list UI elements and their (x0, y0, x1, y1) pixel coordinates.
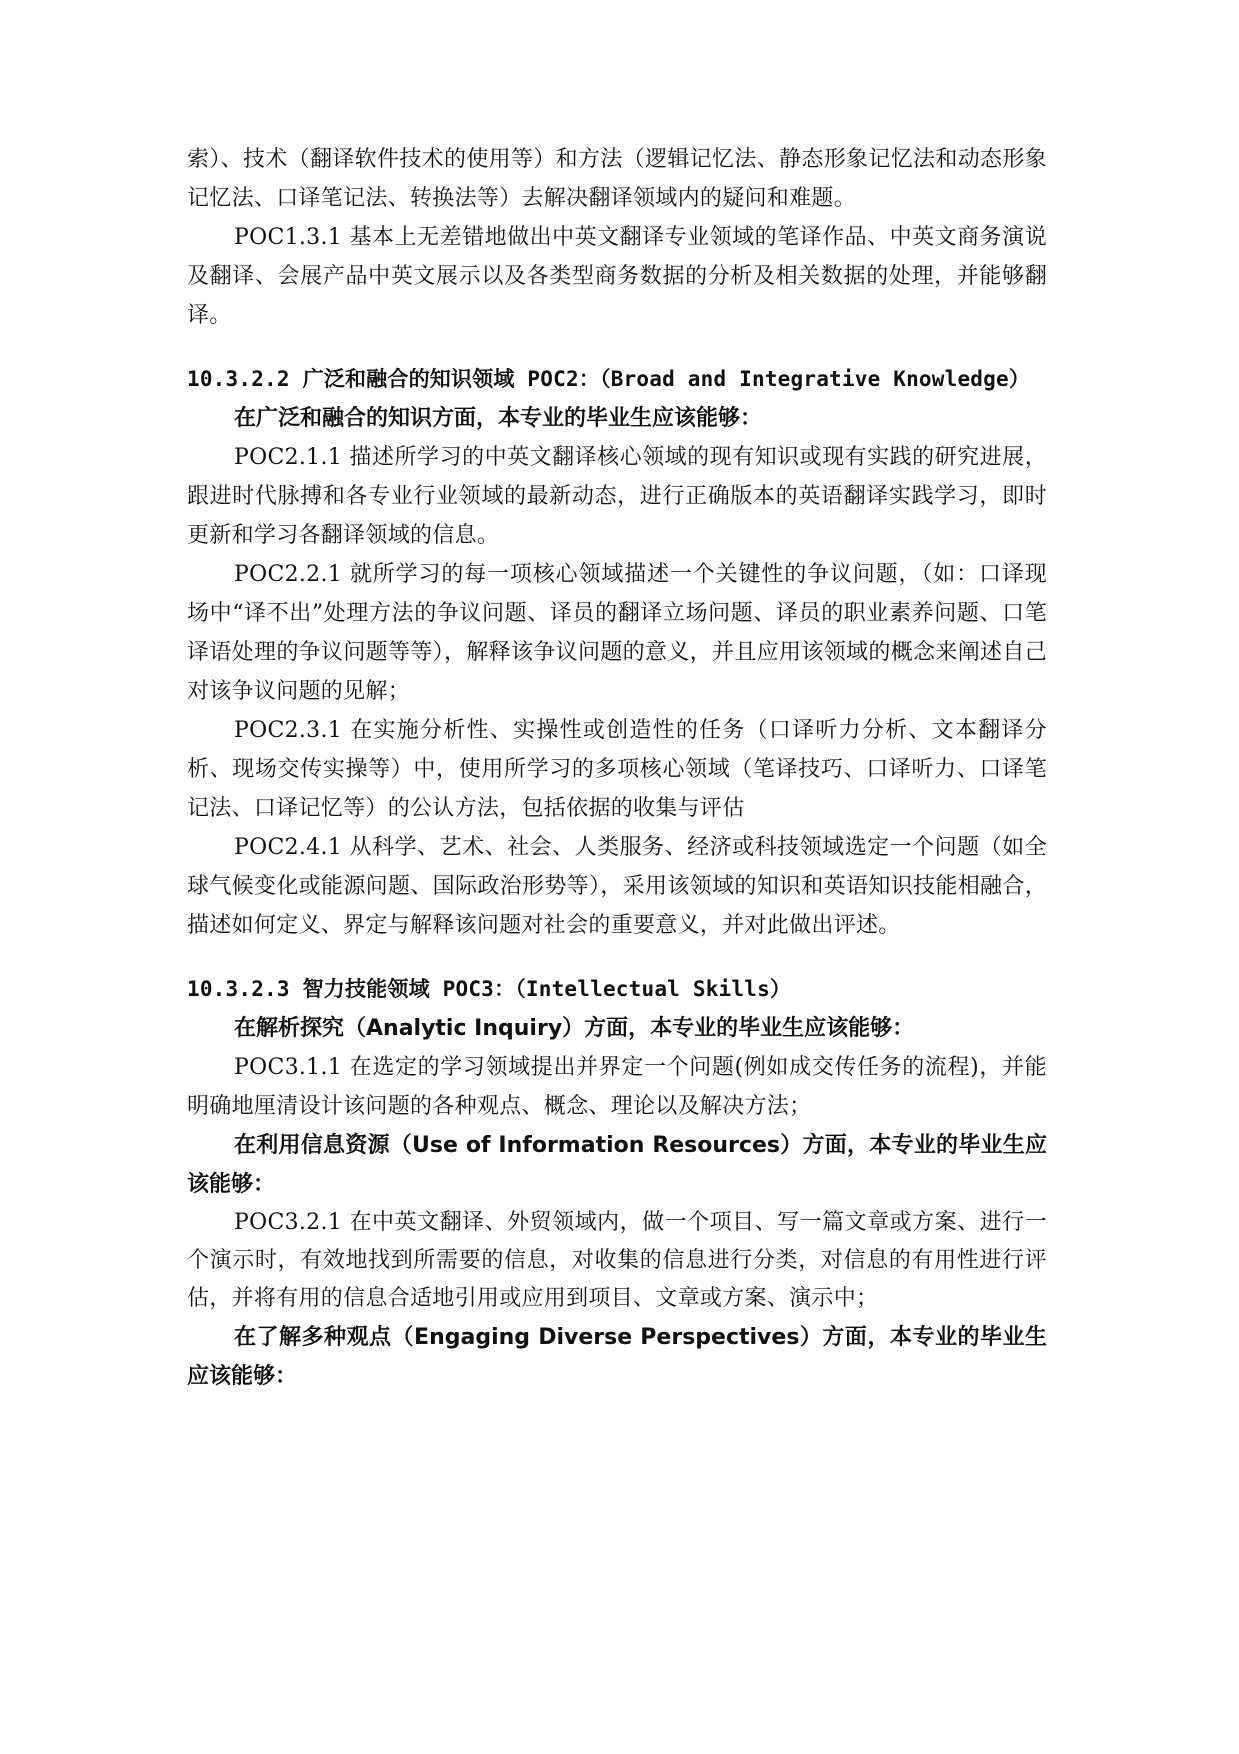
poc1-3-1-paragraph: POC1.3.1 基本上无差错地做出中英文翻译专业领域的笔译作品、中英文商务演说及翻译、会展产品中英文展示以及各类型商务数据的分析及相关数据的处理，并能够翻译。 (187, 225, 1047, 328)
poc2-1-1-paragraph: POC2.1.1 描述所学习的中英文翻译核心领域的现有知识或现有实践的研究进展，跟进时代脉搏和各专业行业领域的最新动态，进行正确版本的英语翻译实践学习，即时更新和学习各翻译领域的信息。 (187, 445, 1047, 548)
poc2-4-1-paragraph: POC2.4.1 从科学、艺术、社会、人类服务、经济或科技领域选定一个问题（如全球气候变化或能源问题、国际政治形势等），采用该领域的知识和英语知识技能相融合，描述如何定义、界定与解释该问题对社会的重要意义，并对此做出评述。 (187, 835, 1047, 938)
poc3-1-1-paragraph: POC3.1.1 在选定的学习领域提出并界定一个问题(例如成交传任务的流程)，并能明确地厘清设计该问题的各种观点、概念、理论以及解决方法； (187, 1055, 1047, 1119)
intro-paragraph-continuation: 索）、技术（翻译软件技术的使用等）和方法（逻辑记忆法、静态形象记忆法和动态形象记忆法、口译笔记法、转换法等）去解决翻译领域内的疑问和难题。 (187, 147, 1047, 211)
poc3-information-resources-lead: 在利用信息资源（Use of Information Resources）方面，本专业的毕业生应该能够： (187, 1133, 1047, 1197)
poc2-3-1-paragraph: POC2.3.1 在实施分析性、实操性或创造性的任务（口译听力分析、文本翻译分析、现场交传实操等）中，使用所学习的多项核心领域（笔译技巧、口译听力、口译笔记法、口译记忆等）的公认方法，包括依据的收集与评估 (187, 718, 1047, 821)
poc3-diverse-perspectives-lead: 在了解多种观点（Engaging Diverse Perspectives）方面，本专业的毕业生应该能够： (187, 1325, 1047, 1389)
poc3-analytic-inquiry-lead: 在解析探究（Analytic Inquiry）方面，本专业的毕业生应该能够： (234, 1016, 915, 1041)
section-heading-poc2: 10.3.2.2 广泛和融合的知识领域 POC2：（Broad and Integrative Knowledge） (187, 367, 1031, 391)
poc3-2-1-paragraph: POC3.2.1 在中英文翻译、外贸领域内，做一个项目、写一篇文章或方案、进行一个演示时，有效地找到所需要的信息，对收集的信息进行分类，对信息的有用性进行评估，并将有用的信息合适地引用或应用到项目、文章或方案、演示中； (187, 1210, 1047, 1311)
section-heading-poc3: 10.3.2.3 智力技能领域 POC3：（Intellectual Skills） (187, 977, 792, 1001)
poc2-2-1-paragraph: POC2.2.1 就所学习的每一项核心领域描述一个关键性的争议问题，（如：口译现场中“译不出”处理方法的争议问题、译员的翻译立场问题、译员的职业素养问题、口笔译语处理的争议问题等等），解释该争议问题的意义，并且应用该领域的概念来阐述自己对该争议问题的见解； (187, 562, 1047, 704)
document-page (187, 140, 1047, 1396)
poc2-lead: 在广泛和融合的知识方面，本专业的毕业生应该能够： (234, 406, 763, 431)
